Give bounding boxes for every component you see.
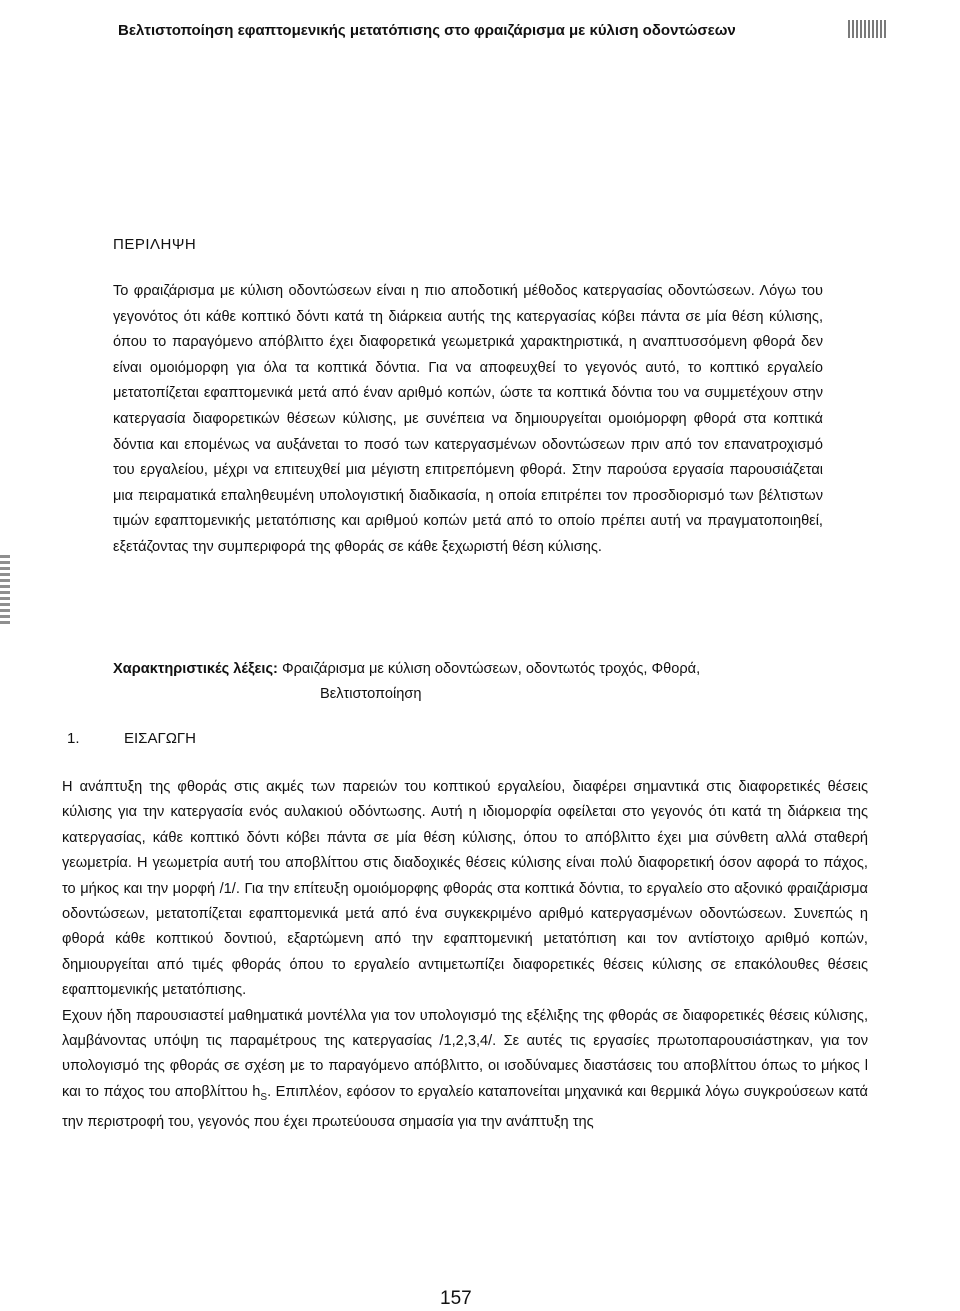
introduction-heading xyxy=(67,730,196,747)
introduction-body xyxy=(62,775,868,1136)
intro-paragraph-2 xyxy=(62,1004,868,1136)
keywords-line-1: Φραιζάρισμα με κύλιση οδοντώσεων, οδοντωτός τροχός, Φθορά, xyxy=(281,661,701,677)
scan-noise-decoration xyxy=(848,20,888,38)
intro-paragraph-1: Η ανάπτυξη της φθοράς στις ακμές των παρειών του κοπτικού εργαλείου, διαφέρει σημαντικά στις διαφορετικές θέσεις κύλισης για την κατεργασία ενός αυλακιού οδόντωσης. Αυτή η ιδιομορφία οφείλεται στο γεγονός ότι κατά τη διάρκεια της κατεργασίας, κάθε κοπτικό δόντι κόβει πάντα σε μία θέση κύλισης, όπου το απόβλιττο έχει μια σύνθετη αλλά σταθερή γεωμετρία. Η γεωμετρία αυτή του αποβλίττου στις διαδοχικές θέσεις κύλισης είναι πολύ διαφορετική όσον αφορά το πάχος, το μήκος και την μορφή /1/. Για την επίτευξη ομοιόμορφης φθοράς στα κοπτικά δόντια, το εργαλείο στο αξονικό φραιζάρισμα οδοντώσεων, μετατοπίζεται εφαπτομενικά μετά από ένα συγκεκριμένο αριθμό κατεργασμένων οδοντώσεων. Συνεπώς η φθορά κάθε κοπτικού δοντιού, εξαρτώμενη από την εφαπτομενική μετατόπιση και τον αντίστοιχο αριθμό κοπών, δημιουργείται από τιμές φθοράς όπου το εργαλείο αντιμετωπίζει διαφορετικές θέσεις κύλισης σε επακόλουθες θέσεις εφαπτομενικής μετατόπισης. xyxy=(62,779,868,999)
intro-paragraph-2-continuation: . Επιπλέον, εφόσον το εργαλείο καταπονείται μηχανικά και θερμικά λόγω συγκρούσεων κατά την περιστροφή του, γεγονός που έχει πρωτεύουσα σημασία για την ανάπτυξη της xyxy=(62,1083,868,1131)
abstract-text: Το φραιζάρισμα με κύλιση οδοντώσεων είναι η πιο αποδοτική μέθοδος κατεργασίας οδοντώσεων. Λόγω του γεγονότος ότι κάθε κοπτικό δόντι κατά τη διάρκεια αυτής της κατεργασίας κόβει πάντα σε μία θέση κύλισης, όπου το παραγόμενο απόβλιττο έχει διαφορετικά γεωμετρικά χαρακτηριστικά, η αναπτυσσόμενη φθορά δεν είναι ομοιόμορφη για όλα τα κοπτικά δόντια. Για να αποφευχθεί το γεγονός αυτό, το κοπτικό εργαλείο μετατοπίζεται εφαπτομενικά μετά από έναν αριθμό κοπών, ώστε τα κοπτικά δόντια του να συμμετέχουν στην κατεργασία διαφορετικών θέσεων κύλισης, με συνέπεια να δημιουργείται ομοιόμορφη φθορά στα κοπτικά δόντια και επομένως να αυξάνεται το ποσό των κατεργασμένων οδοντώσεων πριν από τον επανατροχισμό του εργαλείου, μέχρι να επιτευχθεί μια μέγιστη επιτρεπόμενη φθορά. Στην παρούσα εργασία παρουσιάζεται μια πειραματικά επαληθευμένη υπολογιστική διαδικασία, η οποία επιτρέπει τον προσδιορισμό των βέλτιστων τιμών εφαπτομενικής μετατόπισης και αριθμού κοπών μετά από το οποίο πρέπει αυτή να πραγματοποιηθεί, εξετάζοντας την συμπεριφορά της φθοράς σε κάθε ξεχωριστή θέση κύλισης. xyxy=(113,283,823,555)
page-number: 157 xyxy=(440,1288,472,1309)
intro-paragraph-2-text: Εχουν ήδη παρουσιαστεί μαθηματικά μοντέλλα για τον υπολογισμό της εξέλιξης της φθοράς σε διαφορετικές θέσεις κύλισης, λαμβάνοντας υπόψη τις παραμέτρους της κατεργασίας /1,2,3,4/. Σε αυτές τις εργασίες πρωτοπαρουσιάστηκαν, για τον υπολογισμό της φθοράς σε σχέση με το παραγόμενο απόβλιττο, οι ισοδύναμες διαστάσεις του αποβλίττου όπως το μήκος l και το πάχος του αποβλίττου h xyxy=(62,1007,868,1100)
scan-margin-mark xyxy=(0,555,10,625)
chip-thickness-subscript: S xyxy=(260,1091,268,1103)
section-number: 1. xyxy=(67,730,80,747)
running-header-title: Βελτιστοποίηση εφαπτομενικής μετατόπισης στο φραιζάρισμα με κύλιση οδοντώσεων xyxy=(118,22,736,39)
section-title: ΕΙΣΑΓΩΓΗ xyxy=(124,730,197,747)
keywords-line-2: Βελτιστοποίηση xyxy=(320,686,422,702)
keywords-label: Χαρακτηριστικές λέξεις: xyxy=(113,661,278,677)
abstract-heading: ΠΕΡΙΛΗΨΗ xyxy=(113,236,197,253)
keywords-block xyxy=(113,657,883,707)
